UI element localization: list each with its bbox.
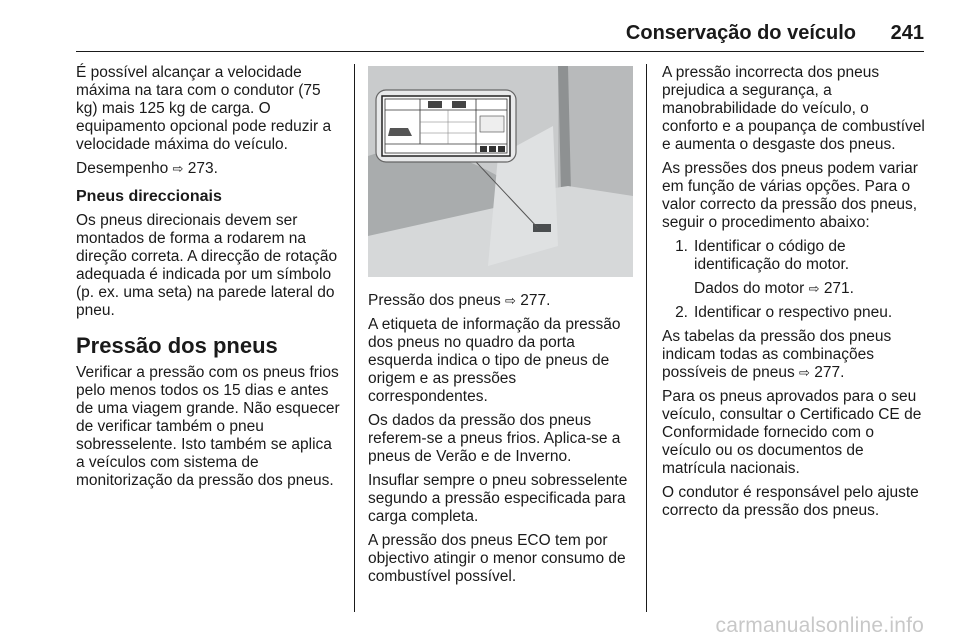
reference-arrow-icon: ⇨ [799, 365, 810, 380]
header-divider [76, 51, 924, 52]
column-divider-2 [646, 64, 647, 612]
heading-directional-tyres: Pneus direccionais [76, 188, 222, 205]
column-divider-1 [354, 64, 355, 612]
procedure-list [662, 238, 926, 322]
list-item [662, 238, 926, 298]
ref-text: Desempenho [76, 160, 169, 177]
ref-text: Pressão dos pneus [368, 292, 501, 309]
ref-link-engine-data[interactable]: 271. [823, 280, 854, 297]
door-frame-label-illustration [368, 66, 633, 277]
ref-text: Dados do motor [694, 280, 805, 297]
paragraph-label-info: A etiqueta de informação da pressão dos pneus no quadro da porta esquerda indica o tipo de pneus de origem e as pressões correspondentes. [368, 316, 621, 405]
list-item [662, 304, 926, 322]
reference-arrow-icon: ⇨ [808, 281, 820, 296]
heading-tyre-pressure: Pressão dos pneus [76, 333, 278, 358]
ref-link-performance[interactable]: 273. [187, 160, 218, 177]
page-header [76, 22, 924, 52]
watermark: carmanualsonline.info [715, 614, 924, 637]
paragraph-spare-tyre: Insuflar sempre o pneu sobresselente segundo a pressão especificada para carga completa. [368, 472, 628, 525]
ref-link-tyre-pressure[interactable]: 277. [520, 292, 551, 309]
paragraph-eco-pressure: A pressão dos pneus ECO tem por objectivo atingir o menor consumo de combustível possível. [368, 532, 626, 585]
paragraph-procedure-intro: As pressões dos pneus podem variar em função de várias opções. Para o valor correcto da pressão dos pneus, seguir o procedimento abaixo: [662, 160, 918, 231]
paragraph-max-speed: É possível alcançar a velocidade máxima na tara com o condutor (75 kg) mais 125 kg de carga. O equipamento opcional pode reduzir a velocidade máxima do veículo. [76, 64, 332, 153]
paragraph-cold-tyres: Os dados da pressão dos pneus referem-se a pneus frios. Aplica-se a pneus de Verão e de Inverno. [368, 412, 621, 465]
reference-arrow-icon: ⇨ [505, 293, 516, 308]
paragraph-approved-tyres: Para os pneus aprovados para o seu veículo, consultar o Certificado CE de Conformidade fornecido com o veículo ou os documentos de matrícula nacionais. [662, 388, 922, 477]
reference-arrow-icon: ⇨ [172, 161, 184, 176]
ref-text: As tabelas da pressão dos pneus indicam todas as combinações possíveis de pneus [662, 328, 892, 381]
paragraph-driver-responsible: O condutor é responsável pelo ajuste correcto da pressão dos pneus. [662, 484, 919, 519]
paragraph-performance-ref [76, 160, 344, 178]
paragraph-check-pressure: Verificar a pressão com os pneus frios pelo menos todos os 15 dias e antes de uma viagem grande. Não esquecer de verificar também o pneu sobresselente. Isto também se aplica a veículos com sistema de monitorização da pressão dos pneus. [76, 364, 340, 489]
paragraph-directional: Os pneus direcionais devem ser montados de forma a rodarem na direção correta. A direcção de rotação adequada é indicada por um símbolo (p. ex. uma seta) na parede lateral do pneu. [76, 212, 338, 319]
page-number: 241 [890, 22, 924, 44]
ref-link-pressure-tables[interactable]: 277. [814, 364, 845, 381]
list-item-subref [694, 280, 926, 298]
list-item-number: 2. [675, 304, 688, 321]
paragraph-tyre-pressure-ref [368, 292, 633, 310]
list-item-text: Identificar o respectivo pneu. [694, 304, 893, 321]
column-left [76, 64, 344, 496]
column-right [662, 64, 926, 526]
column-middle [368, 292, 633, 592]
page-title: Conservação do veículo [625, 22, 856, 44]
list-item-text: Identificar o código de identificação do motor. [694, 238, 850, 273]
paragraph-pressure-tables [662, 328, 926, 382]
paragraph-incorrect-pressure: A pressão incorrecta dos pneus prejudica a segurança, a manobrabilidade do veículo, o conforto e a poupança de combustível e aumenta o desgaste dos pneus. [662, 64, 925, 153]
list-item-number: 1. [675, 238, 688, 255]
